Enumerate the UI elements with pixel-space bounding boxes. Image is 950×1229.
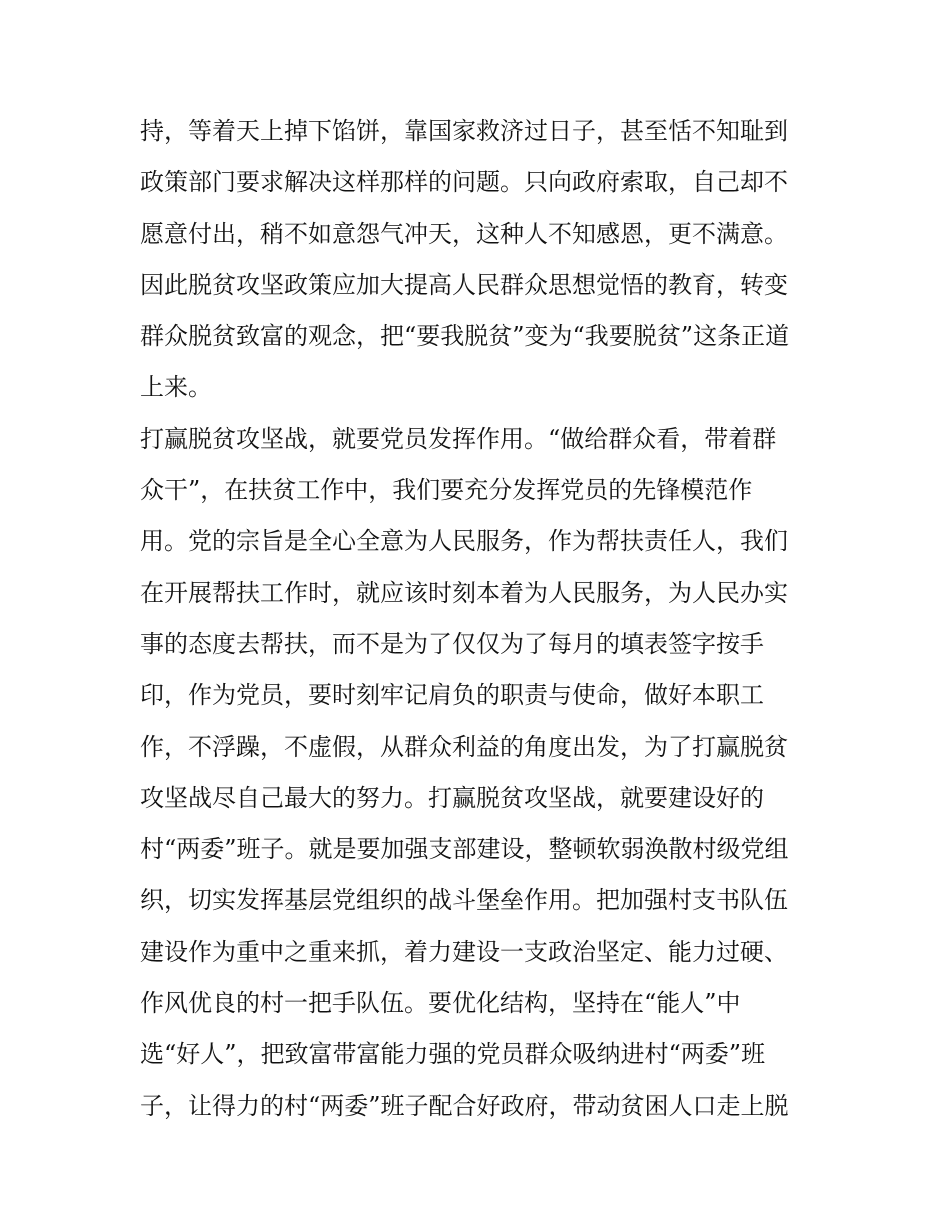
text-line: 持，等着天上掉下馅饼，靠国家救济过日子，甚至恬不知耻到 [140, 117, 788, 145]
text-line: 打赢脱贫攻坚战，就要党员发挥作用。“做给群众看，带着群 [140, 424, 777, 453]
text-line: 在开展帮扶工作时，就应该时刻本着为人民服务，为人民办实 [140, 578, 788, 607]
text-line: 作，不浮躁，不虚假，从群众利益的角度出发，为了打赢脱贫 [140, 732, 788, 761]
text-line: 众干”，在扶贫工作中，我们要充分发挥党员的先锋模范作 [140, 476, 753, 505]
text-line: 愿意付出，稍不如意怨气冲天，这种人不知感恩，更不满意。 [140, 219, 788, 248]
text-line: 织，切实发挥基层党组织的战斗堡垒作用。把加强村支书队伍 [140, 886, 788, 915]
text-line: 群众脱贫致富的观念，把“要我脱贫”变为“我要脱贫”这条正道 [140, 322, 790, 351]
text-line: 建设作为重中之重来抓，着力建设一支政治坚定、能力过硬、 [140, 937, 788, 966]
text-line: 上来。 [140, 373, 212, 402]
text-line: 因此脱贫攻坚政策应加大提高人民群众思想觉悟的教育，转变 [140, 270, 788, 299]
text-line: 作风优良的村一把手队伍。要优化结构，坚持在“能人”中 [140, 989, 741, 1018]
text-line: 事的态度去帮扶，而不是为了仅仅为了每月的填表签字按手 [140, 629, 764, 658]
text-line: 村“两委”班子。就是要加强支部建设，整顿软弱涣散村级党组 [140, 835, 789, 864]
body-text [140, 106, 830, 1132]
text-line: 选“好人”，把致富带富能力强的党员群众吸纳进村“两委”班 [140, 1040, 766, 1069]
text-line: 政策部门要求解决这样那样的问题。只向政府索取，自己却不 [140, 168, 788, 197]
text-line: 子，让得力的村“两委”班子配合好政府，带动贫困人口走上脱 [140, 1091, 789, 1120]
text-line: 攻坚战尽自己最大的努力。打赢脱贫攻坚战，就要建设好的 [140, 783, 764, 812]
text-line: 印，作为党员，要时刻牢记肩负的职责与使命，做好本职工 [140, 681, 764, 710]
text-line: 用。党的宗旨是全心全意为人民服务，作为帮扶责任人，我们 [140, 527, 788, 556]
